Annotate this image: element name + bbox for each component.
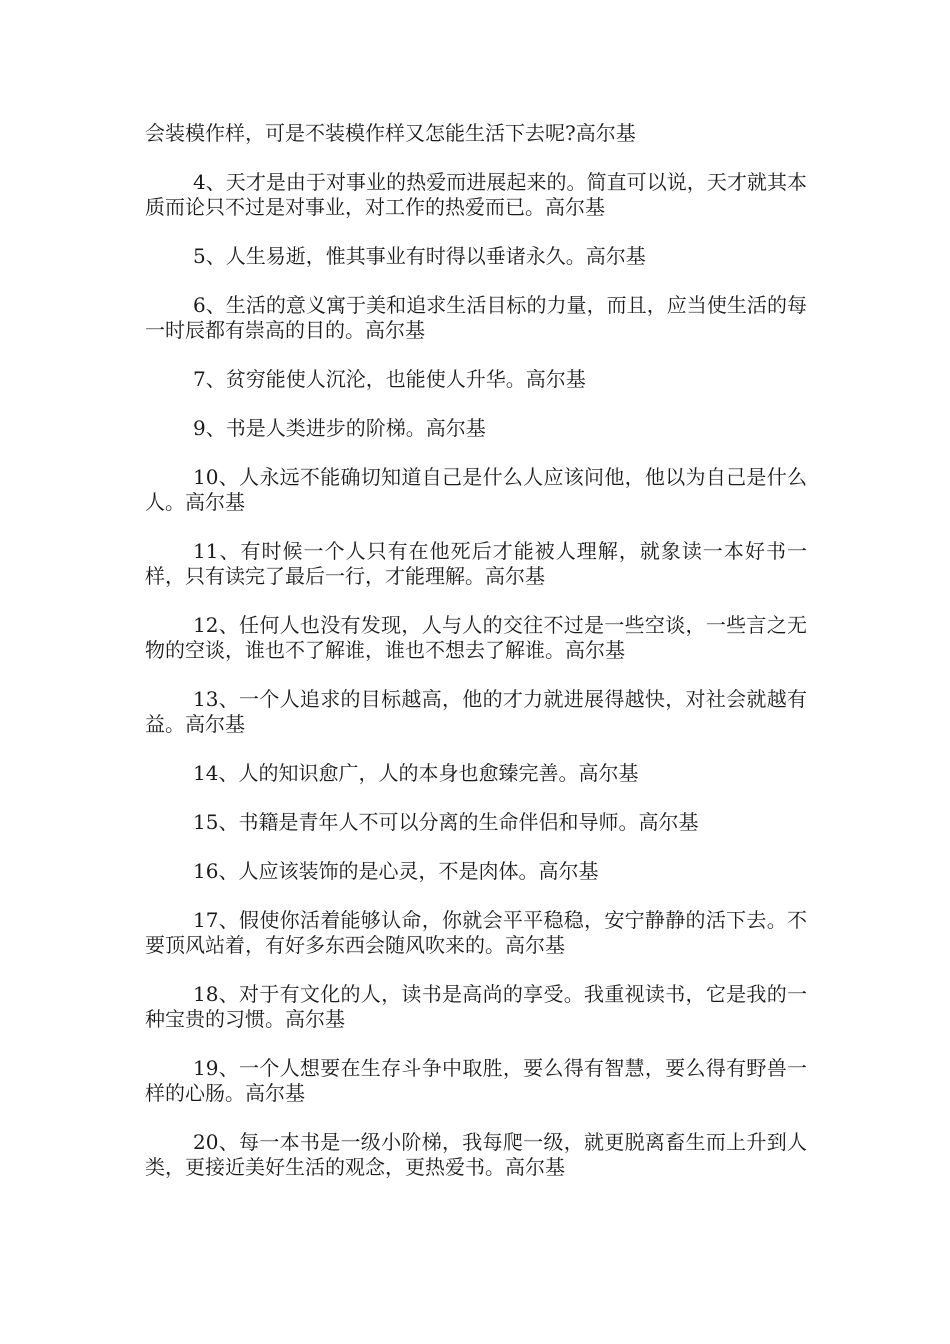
quote-10: 10、人永远不能确切知道自己是什么人应该问他，他以为自己是什么人。高尔基 xyxy=(145,465,807,514)
document-page xyxy=(145,121,807,1204)
quote-18: 18、对于有文化的人，读书是高尚的享受。我重视读书，它是我的一种宝贵的习惯。高尔基 xyxy=(145,982,807,1031)
quote-7: 7、贫穷能使人沉沦，也能使人升华。高尔基 xyxy=(193,367,586,391)
quote-6: 6、生活的意义寓于美和追求生活目标的力量，而且，应当使生活的每一时辰都有崇高的目的。高尔基 xyxy=(145,293,807,342)
quote-5: 5、人生易逝，惟其事业有时得以垂诸永久。高尔基 xyxy=(193,244,646,268)
paragraph-continuation: 会装模作样，可是不装模作样又怎能生活下去呢?高尔基 xyxy=(145,121,636,145)
quote-17: 17、假使你活着能够认命，你就会平平稳稳，安宁静静的活下去。不要顶风站着，有好多东西会随风吹来的。高尔基 xyxy=(145,908,807,957)
quote-15: 15、书籍是青年人不可以分离的生命伴侣和导师。高尔基 xyxy=(193,810,699,834)
quote-20: 20、每一本书是一级小阶梯，我每爬一级，就更脱离畜生而上升到人类，更接近美好生活的观念，更热爱书。高尔基 xyxy=(145,1130,807,1179)
quote-11: 11、有时候一个人只有在他死后才能被人理解，就象读一本好书一样，只有读完了最后一行，才能理解。高尔基 xyxy=(145,539,807,588)
quote-16: 16、人应该装饰的是心灵，不是肉体。高尔基 xyxy=(193,859,599,883)
quote-14: 14、人的知识愈广，人的本身也愈臻完善。高尔基 xyxy=(193,761,639,785)
quote-9: 9、书是人类进步的阶梯。高尔基 xyxy=(193,416,486,440)
quote-4: 4、天才是由于对事业的热爱而进展起来的。简直可以说，天才就其本质而论只不过是对事业，对工作的热爱而已。高尔基 xyxy=(145,170,807,219)
quote-12: 12、任何人也没有发现，人与人的交往不过是一些空谈，一些言之无物的空谈，谁也不了解谁，谁也不想去了解谁。高尔基 xyxy=(145,613,807,662)
quote-19: 19、一个人想要在生存斗争中取胜，要么得有智慧，要么得有野兽一样的心肠。高尔基 xyxy=(145,1056,807,1105)
quote-13: 13、一个人追求的目标越高，他的才力就进展得越快，对社会就越有益。高尔基 xyxy=(145,687,807,736)
